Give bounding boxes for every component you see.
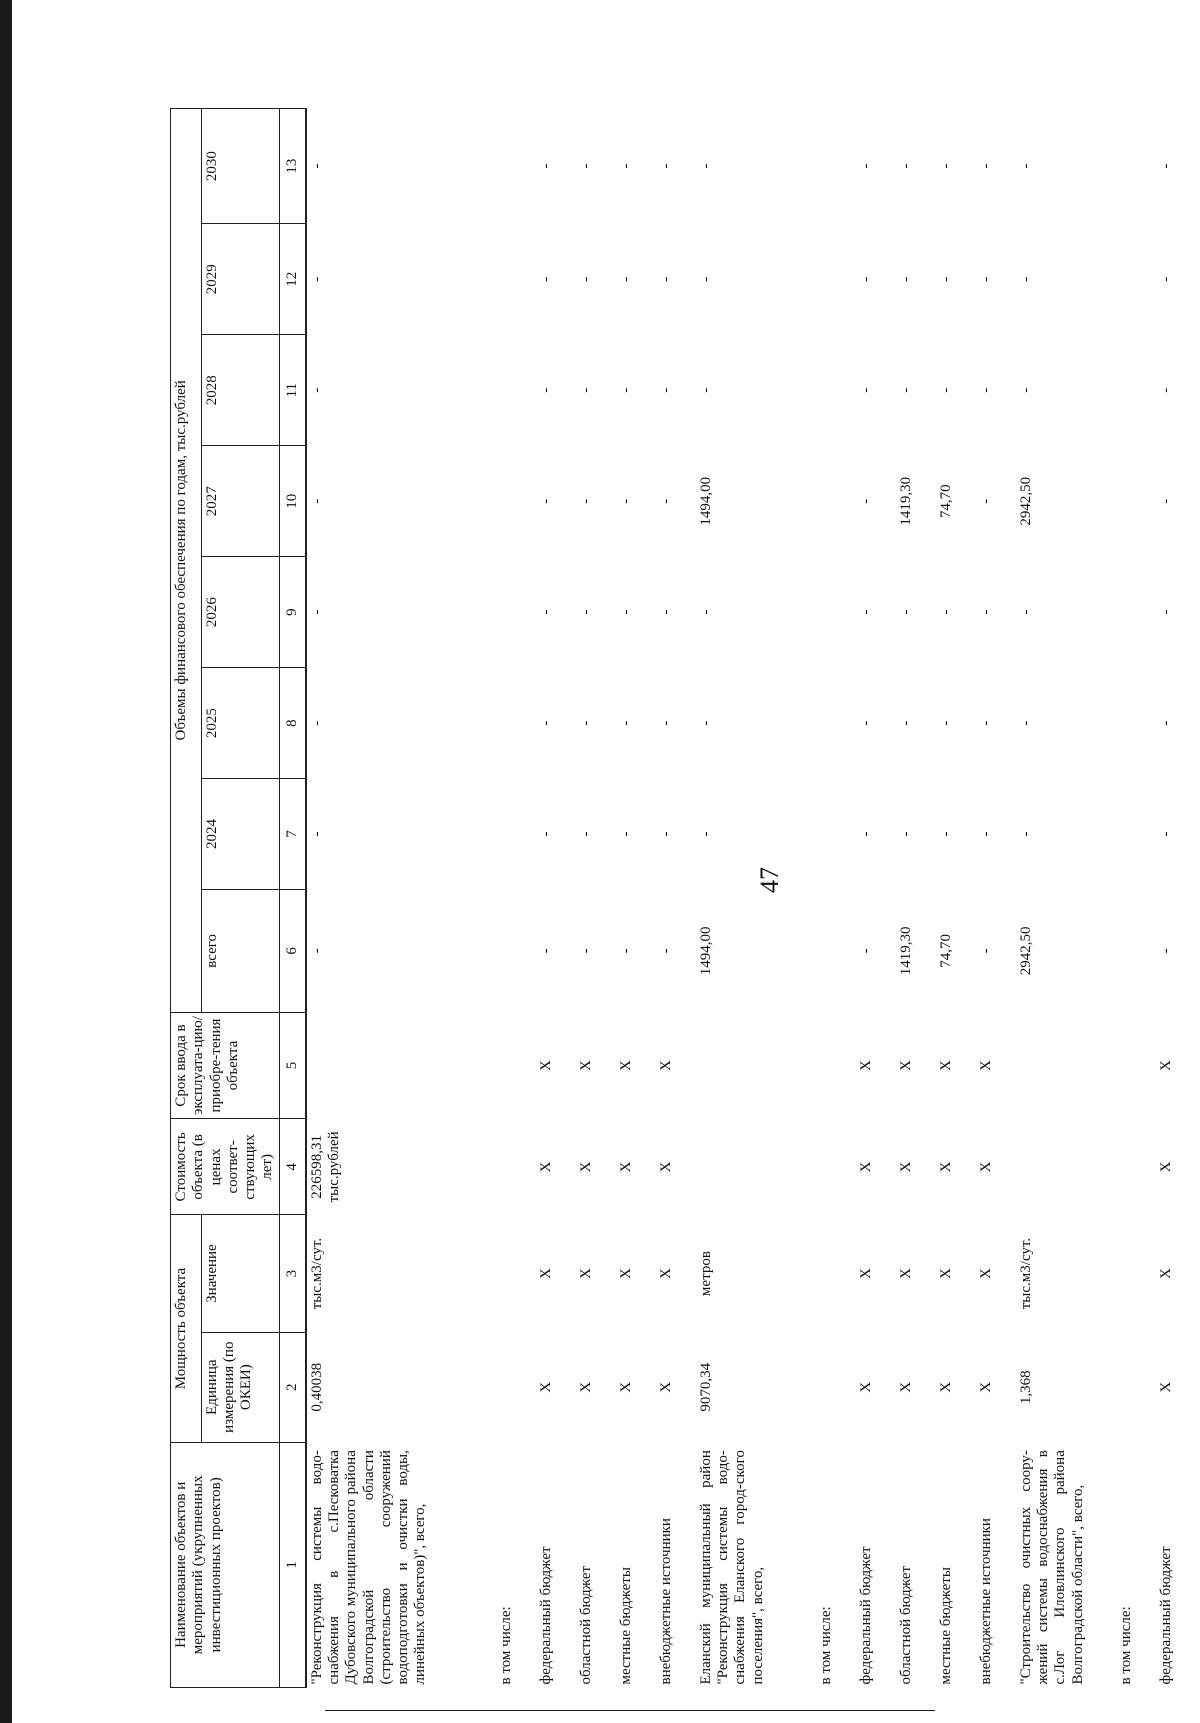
row-name: местные бюджеты <box>617 1567 634 1685</box>
row-year-value <box>496 109 536 224</box>
page-number: 47 <box>755 867 784 893</box>
row-total: - <box>308 948 325 954</box>
row-year-value: - <box>577 498 594 504</box>
row-term: X <box>897 1060 914 1071</box>
row-year-value: - <box>857 720 874 726</box>
table-row <box>856 109 896 1688</box>
column-number: 13 <box>279 109 306 224</box>
header-total: всего <box>201 890 279 1013</box>
row-year-value: - <box>617 163 634 169</box>
row-name: местные бюджеты <box>937 1567 954 1685</box>
row-year-value <box>1116 557 1156 668</box>
row-year-value: - <box>308 831 325 837</box>
header-year: 2024 <box>201 779 279 890</box>
row-year-value: - <box>577 609 594 615</box>
row-year-value <box>816 224 856 335</box>
table-row <box>576 109 616 1688</box>
row-year-value: - <box>1157 163 1174 169</box>
row-year-value: - <box>1157 387 1174 393</box>
row-year-value: - <box>617 609 634 615</box>
financing-table <box>170 108 1196 1688</box>
row-cost: X <box>1157 1161 1174 1173</box>
row-name: в том числе: <box>497 1606 514 1685</box>
row-year-value: - <box>937 163 954 169</box>
row-year-value: - <box>657 498 674 504</box>
column-number: 10 <box>279 446 306 557</box>
row-cost <box>696 1119 816 1215</box>
row-total: 1494,00 <box>697 926 714 976</box>
table-row <box>976 109 1016 1688</box>
row-year-value: - <box>937 387 954 393</box>
row-year-value: - <box>697 720 714 726</box>
row-year-value: - <box>1157 720 1174 726</box>
row-cost <box>816 1119 856 1215</box>
row-year-value <box>816 109 856 224</box>
row-term <box>1116 1012 1156 1119</box>
table-row <box>1016 109 1116 1688</box>
row-year-value: - <box>977 498 994 504</box>
row-year-value: - <box>537 498 554 504</box>
row-year-value: - <box>617 498 634 504</box>
row-term: X <box>977 1060 994 1071</box>
row-year-value: - <box>937 720 954 726</box>
row-year-value: - <box>897 831 914 837</box>
row-year-value: - <box>577 831 594 837</box>
row-year-value: - <box>537 831 554 837</box>
row-name: федеральный бюджет <box>857 1546 874 1685</box>
row-year-value: - <box>1157 831 1174 837</box>
row-year-value: - <box>617 276 634 282</box>
header-cost: Стоимость объекта (в ценах соответ-ствующих лет) <box>171 1119 280 1215</box>
row-cost: X <box>617 1161 634 1173</box>
row-year-value: - <box>617 720 634 726</box>
header-year: 2028 <box>201 335 279 446</box>
table-row <box>496 109 536 1688</box>
header-unit: Единица измерения (по ОКЕИ) <box>201 1332 279 1442</box>
row-year-value <box>816 446 856 557</box>
row-name: "Строительство очистных соору-жений системы водоснабжения в с.Лог Иловлинского района Волгоградской области", всего, <box>1017 1450 1086 1685</box>
row-year-value <box>816 557 856 668</box>
row-year-value: - <box>897 609 914 615</box>
row-unit: X <box>537 1381 554 1393</box>
row-cost: X <box>577 1161 594 1173</box>
row-year-value <box>1116 224 1156 335</box>
row-term <box>816 1012 856 1119</box>
row-term: X <box>937 1060 954 1071</box>
row-year-value: - <box>977 720 994 726</box>
row-year-value: - <box>308 387 325 393</box>
row-year-value: - <box>1017 276 1034 282</box>
row-year-value: - <box>977 609 994 615</box>
row-year-value: - <box>537 609 554 615</box>
row-name: федеральный бюджет <box>1157 1546 1174 1685</box>
row-year-value: - <box>1017 831 1034 837</box>
row-term <box>306 1012 496 1119</box>
row-year-value: - <box>857 831 874 837</box>
column-number: 9 <box>279 557 306 668</box>
row-term: X <box>657 1060 674 1071</box>
table-row <box>306 109 496 1688</box>
header-value: Значение <box>201 1215 279 1332</box>
row-cost <box>1116 1119 1156 1215</box>
row-year-value: - <box>857 609 874 615</box>
row-year-value: - <box>897 276 914 282</box>
header-volumes: Объемы финансового обеспечения по годам, тыс.рублей <box>171 109 202 1013</box>
row-term <box>1016 1012 1116 1119</box>
row-value <box>1116 1215 1156 1332</box>
row-year-value: - <box>977 276 994 282</box>
row-year-value: - <box>1017 720 1034 726</box>
row-value: тыс.м3/сут. <box>1017 1237 1034 1310</box>
row-year-value <box>496 779 536 890</box>
row-year-value <box>816 779 856 890</box>
row-total: 74,70 <box>937 933 954 968</box>
row-value: X <box>657 1268 674 1279</box>
column-number: 7 <box>279 779 306 890</box>
row-year-value <box>496 557 536 668</box>
row-total <box>816 890 856 1013</box>
column-number: 5 <box>279 1012 306 1119</box>
row-value <box>496 1215 536 1332</box>
row-year-value: - <box>537 720 554 726</box>
row-year-value <box>1116 335 1156 446</box>
row-year-value: - <box>657 163 674 169</box>
row-term: X <box>1157 1060 1174 1071</box>
row-name: в том числе: <box>817 1606 834 1685</box>
row-term <box>696 1012 816 1119</box>
row-year-value: - <box>308 720 325 726</box>
row-total: - <box>857 948 874 954</box>
row-year-value: - <box>897 163 914 169</box>
row-total <box>1116 890 1156 1013</box>
header-year: 2026 <box>201 557 279 668</box>
row-year-value <box>496 446 536 557</box>
table-row <box>936 109 976 1688</box>
row-cost: X <box>897 1161 914 1173</box>
row-year-value: - <box>537 163 554 169</box>
row-unit <box>1116 1332 1156 1442</box>
row-total: 1419,30 <box>897 926 914 976</box>
row-cost: X <box>657 1161 674 1173</box>
row-year-value: - <box>857 498 874 504</box>
row-value: метров <box>697 1251 714 1297</box>
column-numbers-row <box>279 109 306 1688</box>
row-year-value: - <box>308 163 325 169</box>
header-year: 2025 <box>201 668 279 779</box>
header-name: Наименование объектов и мероприятий (укрупненных инвестиционных проектов) <box>171 1442 280 1687</box>
row-name: областной бюджет <box>897 1565 914 1685</box>
row-value: X <box>537 1268 554 1279</box>
row-unit: 9070,34 <box>697 1362 714 1412</box>
row-year-value: - <box>657 276 674 282</box>
row-term: X <box>617 1060 634 1071</box>
row-cost: 226598,31 тыс.рублей <box>308 1131 342 1203</box>
row-value: X <box>617 1268 634 1279</box>
row-year-value: - <box>1157 498 1174 504</box>
row-cost: X <box>937 1161 954 1173</box>
row-name: внебюджетные источники <box>977 1518 994 1685</box>
row-year-value <box>1116 668 1156 779</box>
column-number: 3 <box>279 1215 306 1332</box>
row-year-value: - <box>308 276 325 282</box>
row-year-value: 2942,50 <box>1017 476 1034 526</box>
row-unit: X <box>937 1381 954 1393</box>
row-year-value: - <box>657 831 674 837</box>
row-year-value: - <box>977 387 994 393</box>
row-year-value <box>496 224 536 335</box>
table-row <box>536 109 576 1688</box>
row-year-value: - <box>937 831 954 837</box>
row-term: X <box>577 1060 594 1071</box>
row-cost <box>496 1119 536 1215</box>
row-year-value: - <box>897 387 914 393</box>
row-year-value: - <box>308 609 325 615</box>
row-unit: X <box>1157 1381 1174 1393</box>
row-name: в том числе: <box>1117 1606 1134 1685</box>
row-value: X <box>1157 1268 1174 1279</box>
row-unit: 1,368 <box>1017 1370 1034 1405</box>
column-number: 12 <box>279 224 306 335</box>
row-unit: X <box>857 1381 874 1393</box>
row-year-value <box>1116 779 1156 890</box>
column-number: 8 <box>279 668 306 779</box>
row-year-value: - <box>617 831 634 837</box>
row-value: X <box>977 1268 994 1279</box>
row-value: X <box>577 1268 594 1279</box>
scan-edge <box>0 0 12 1723</box>
row-cost: X <box>537 1161 554 1173</box>
row-year-value: - <box>697 831 714 837</box>
row-total: - <box>577 948 594 954</box>
table-row <box>616 109 656 1688</box>
row-year-value: 1494,00 <box>697 476 714 526</box>
row-year-value <box>816 335 856 446</box>
row-term <box>496 1012 536 1119</box>
row-year-value: - <box>577 276 594 282</box>
row-unit: X <box>977 1381 994 1393</box>
row-year-value: - <box>977 163 994 169</box>
bottom-rule <box>325 1710 935 1711</box>
row-unit: X <box>617 1381 634 1393</box>
row-year-value <box>1116 109 1156 224</box>
row-year-value <box>496 668 536 779</box>
row-year-value <box>496 335 536 446</box>
row-total: 2942,50 <box>1017 926 1034 976</box>
row-year-value: - <box>937 276 954 282</box>
row-year-value: - <box>1017 387 1034 393</box>
row-total: - <box>657 948 674 954</box>
row-year-value: - <box>857 276 874 282</box>
column-number: 6 <box>279 890 306 1013</box>
row-year-value <box>816 668 856 779</box>
column-number: 11 <box>279 335 306 446</box>
header-year: 2030 <box>201 109 279 224</box>
table-row <box>1116 109 1156 1688</box>
row-year-value <box>1116 446 1156 557</box>
row-year-value: - <box>657 720 674 726</box>
row-year-value: - <box>697 163 714 169</box>
row-year-value: - <box>1017 163 1034 169</box>
row-year-value: - <box>977 831 994 837</box>
row-total: - <box>617 948 634 954</box>
row-total <box>496 890 536 1013</box>
row-cost: X <box>857 1161 874 1173</box>
table-row <box>696 109 816 1688</box>
row-year-value: - <box>617 387 634 393</box>
row-unit: X <box>577 1381 594 1393</box>
column-number: 2 <box>279 1332 306 1442</box>
row-name: федеральный бюджет <box>537 1546 554 1685</box>
column-number: 1 <box>279 1442 306 1687</box>
row-year-value: - <box>937 609 954 615</box>
row-year-value: - <box>697 609 714 615</box>
row-unit: 0,40038 <box>308 1362 325 1412</box>
header-year: 2029 <box>201 224 279 335</box>
row-value: X <box>897 1268 914 1279</box>
row-year-value: 1419,30 <box>897 476 914 526</box>
row-year-value: - <box>577 387 594 393</box>
row-year-value: - <box>308 498 325 504</box>
table-row <box>896 109 936 1688</box>
header-power: Мощность объекта <box>171 1215 202 1442</box>
row-year-value: - <box>577 720 594 726</box>
row-unit <box>816 1332 856 1442</box>
row-year-value: - <box>537 276 554 282</box>
row-value: X <box>937 1268 954 1279</box>
header-year: 2027 <box>201 446 279 557</box>
row-unit: X <box>897 1381 914 1393</box>
row-year-value: - <box>857 387 874 393</box>
row-year-value: - <box>897 720 914 726</box>
rotated-table-area <box>170 108 1200 1688</box>
row-term: X <box>857 1060 874 1071</box>
row-year-value: - <box>577 163 594 169</box>
row-name: областной бюджет <box>577 1565 594 1685</box>
table-row <box>1156 109 1196 1688</box>
row-year-value: - <box>1157 276 1174 282</box>
row-year-value: - <box>657 387 674 393</box>
row-total: - <box>977 948 994 954</box>
row-year-value: 74,70 <box>937 484 954 519</box>
row-total: - <box>537 948 554 954</box>
column-number: 4 <box>279 1119 306 1215</box>
row-year-value: - <box>537 387 554 393</box>
row-year-value: - <box>1157 609 1174 615</box>
row-year-value: - <box>657 609 674 615</box>
row-unit <box>496 1332 536 1442</box>
row-name: внебюджетные источники <box>657 1518 674 1685</box>
row-name: "Реконструкция системы водо-снабжения в с.Песковатка Дубовского муниципального района Волгоградской области (строительство сооружений водоподготовки и очистки воды, линейных объектов)", всего, <box>308 1450 429 1685</box>
row-value: тыс.м3/сут. <box>308 1237 325 1310</box>
row-unit: X <box>657 1381 674 1393</box>
row-term: X <box>537 1060 554 1071</box>
table-row <box>816 109 856 1688</box>
header-term: Срок ввода в эксплуата-цию/приобре-тения объекта <box>171 1012 280 1119</box>
row-year-value: - <box>857 163 874 169</box>
row-year-value: - <box>697 387 714 393</box>
row-year-value: - <box>697 276 714 282</box>
row-year-value: - <box>1017 609 1034 615</box>
row-value: X <box>857 1268 874 1279</box>
row-cost <box>1016 1119 1116 1215</box>
table-row <box>656 109 696 1688</box>
row-value <box>816 1215 856 1332</box>
row-cost: X <box>977 1161 994 1173</box>
row-name: Еланский муниципальный район "Реконструкция системы водо-снабжения Еланского город-ского поселения", всего, <box>697 1450 766 1685</box>
row-total: - <box>1157 948 1174 954</box>
